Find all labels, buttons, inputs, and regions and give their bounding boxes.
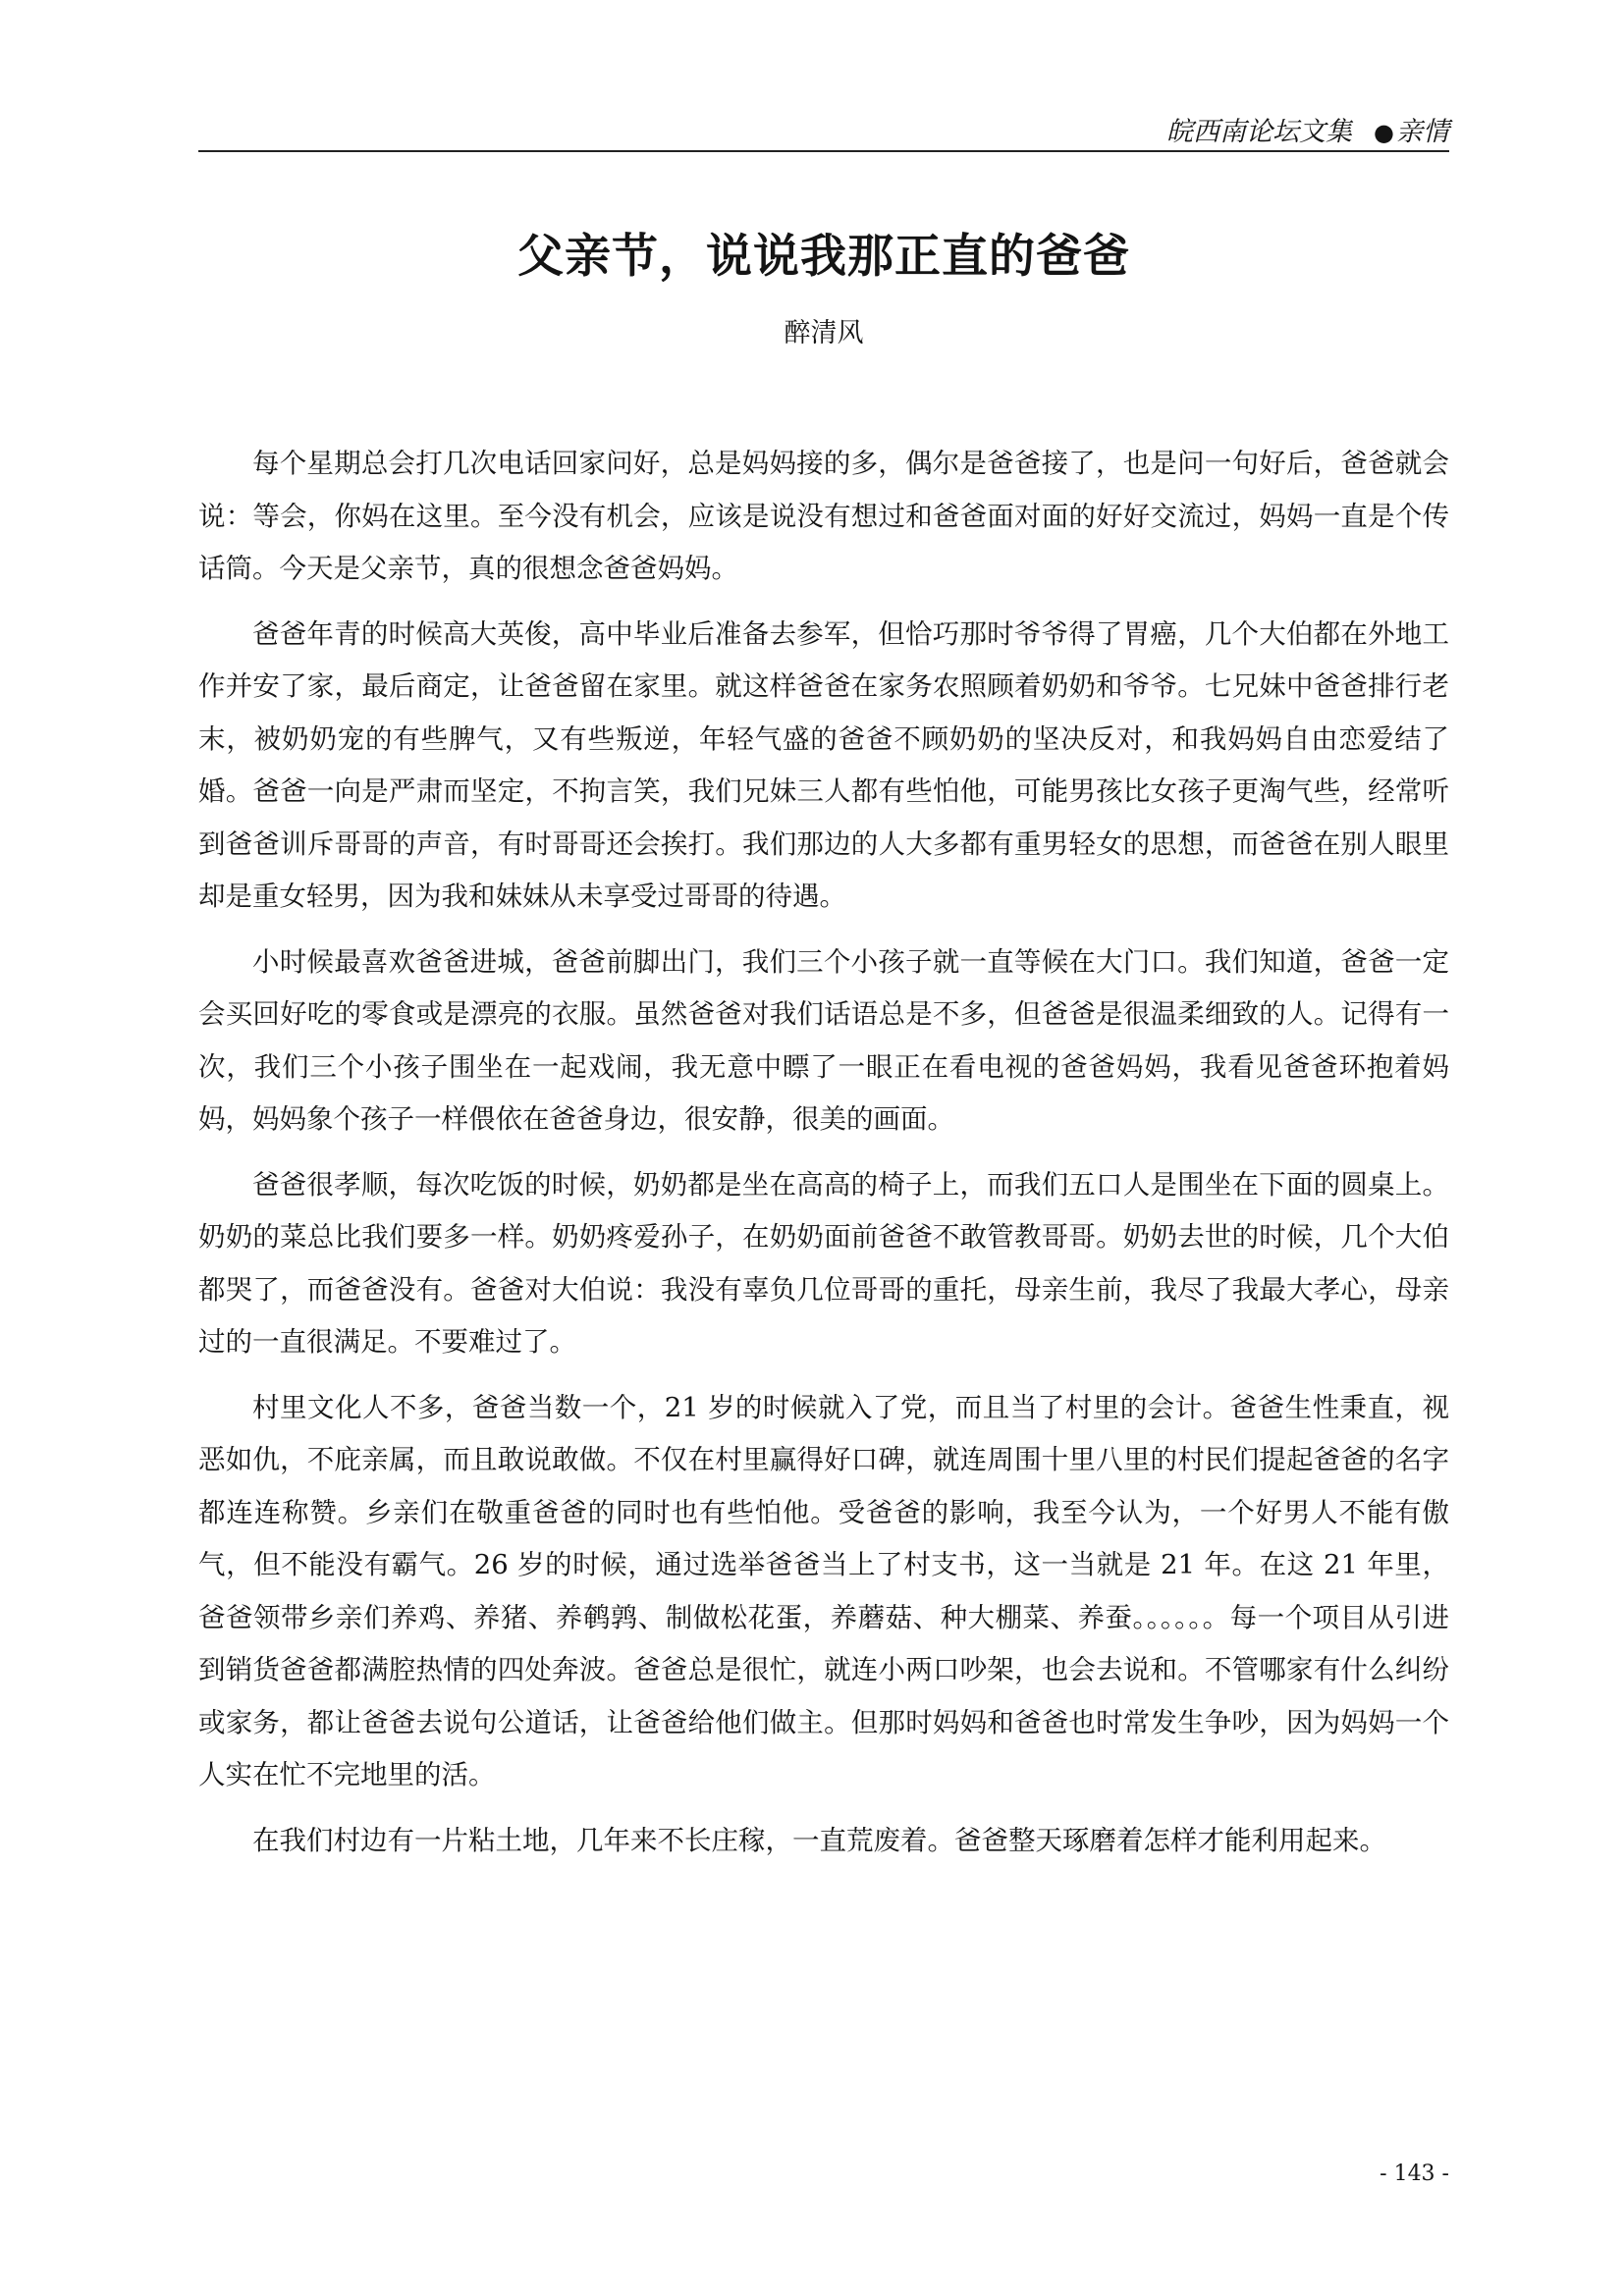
section-name: 亲情 bbox=[1396, 117, 1449, 147]
page-number: - 143 - bbox=[1380, 2162, 1449, 2186]
bullet-icon: ● bbox=[1374, 119, 1394, 146]
paragraph: 爸爸年青的时候高大英俊，高中毕业后准备去参军，但恰巧那时爷爷得了胃癌，几个大伯都在外地工作并安了家，最后商定，让爸爸留在家里。就这样爸爸在家务农照顾着奶奶和爷爷。七兄妹中爸爸排行老末，被奶奶宠的有些脾气，又有些叛逆，年轻气盛的爸爸不顾奶奶的坚决反对，和我妈妈自由恋爱结了婚。爸爸一向是严肃而坚定，不拘言笑，我们兄妹三人都有些怕他，可能男孩比女孩子更淘气些，经常听到爸爸训斥哥哥的声音，有时哥哥还会挨打。我们那边的人大多都有重男轻女的思想，而爸爸在别人眼里却是重女轻男，因为我和妹妹从未享受过哥哥的待遇。 bbox=[198, 617, 1449, 912]
article-title: 父亲节，说说我那正直的爸爸 bbox=[517, 230, 1130, 284]
paragraph: 每个星期总会打几次电话回家问好，总是妈妈接的多，偶尔是爸爸接了，也是问一句好后，爸爸就会说：等会，你妈在这里。至今没有机会，应该是说没有想过和爸爸面对面的好好交流过，妈妈一直是个传话筒。今天是父亲节，真的很想念爸爸妈妈。 bbox=[198, 448, 1449, 584]
paragraph: 爸爸很孝顺，每次吃饭的时候，奶奶都是坐在高高的椅子上，而我们五口人是围坐在下面的圆桌上。奶奶的菜总比我们要多一样。奶奶疼爱孙子，在奶奶面前爸爸不敢管教哥哥。奶奶去世的时候，几个大伯都哭了，而爸爸没有。爸爸对大伯说：我没有辜负几位哥哥的重托，母亲生前，我尽了我最大孝心，母亲过的一直很满足。不要难过了。 bbox=[198, 1168, 1449, 1358]
paragraph: 村里文化人不多，爸爸当数一个，21 岁的时候就入了党，而且当了村里的会计。爸爸生性秉直，视恶如仇，不庇亲属，而且敢说敢做。不仅在村里赢得好口碑，就连周围十里八里的村民们提起爸爸的名字都连连称赞。乡亲们在敬重爸爸的同时也有些怕他。受爸爸的影响，我至今认为，一个好男人不能有傲气，但不能没有霸气。26 岁的时候，通过选举爸爸当上了村支书，这一当就是 21 年。在这 21 年里，爸爸领带乡亲们养鸡、养猪、养鹌鹑、制做松花蛋，养蘑菇、种大棚菜、养蚕。。。。。。每一个项目从引进到销货爸爸都满腔热情的四处奔波。爸爸总是很忙，就连小两口吵架，也会去说和。不管哪家有什么纠纷或家务，都让爸爸去说句公道话，让爸爸给他们做主。但那时妈妈和爸爸也时常发生争吵，因为妈妈一个人实在忙不完地里的活。 bbox=[198, 1391, 1449, 1790]
paragraph: 小时候最喜欢爸爸进城，爸爸前脚出门，我们三个小孩子就一直等候在大门口。我们知道，爸爸一定会买回好吃的零食或是漂亮的衣服。虽然爸爸对我们话语总是不多，但爸爸是很温柔细致的人。记得有一次，我们三个小孩子围坐在一起戏闹，我无意中瞟了一眼正在看电视的爸爸妈妈，我看见爸爸环抱着妈妈，妈妈象个孩子一样偎依在爸爸身边，很安静，很美的画面。 bbox=[198, 945, 1449, 1135]
paragraph: 在我们村边有一片粘土地，几年来不长庄稼，一直荒废着。爸爸整天琢磨着怎样才能利用起来。 bbox=[252, 1824, 1386, 1856]
header-divider bbox=[198, 150, 1449, 152]
article-author: 醉清风 bbox=[784, 318, 864, 348]
running-header bbox=[198, 116, 1449, 149]
collection-name: 皖西南论坛文集 bbox=[1166, 117, 1353, 147]
article-body bbox=[198, 438, 1449, 1867]
